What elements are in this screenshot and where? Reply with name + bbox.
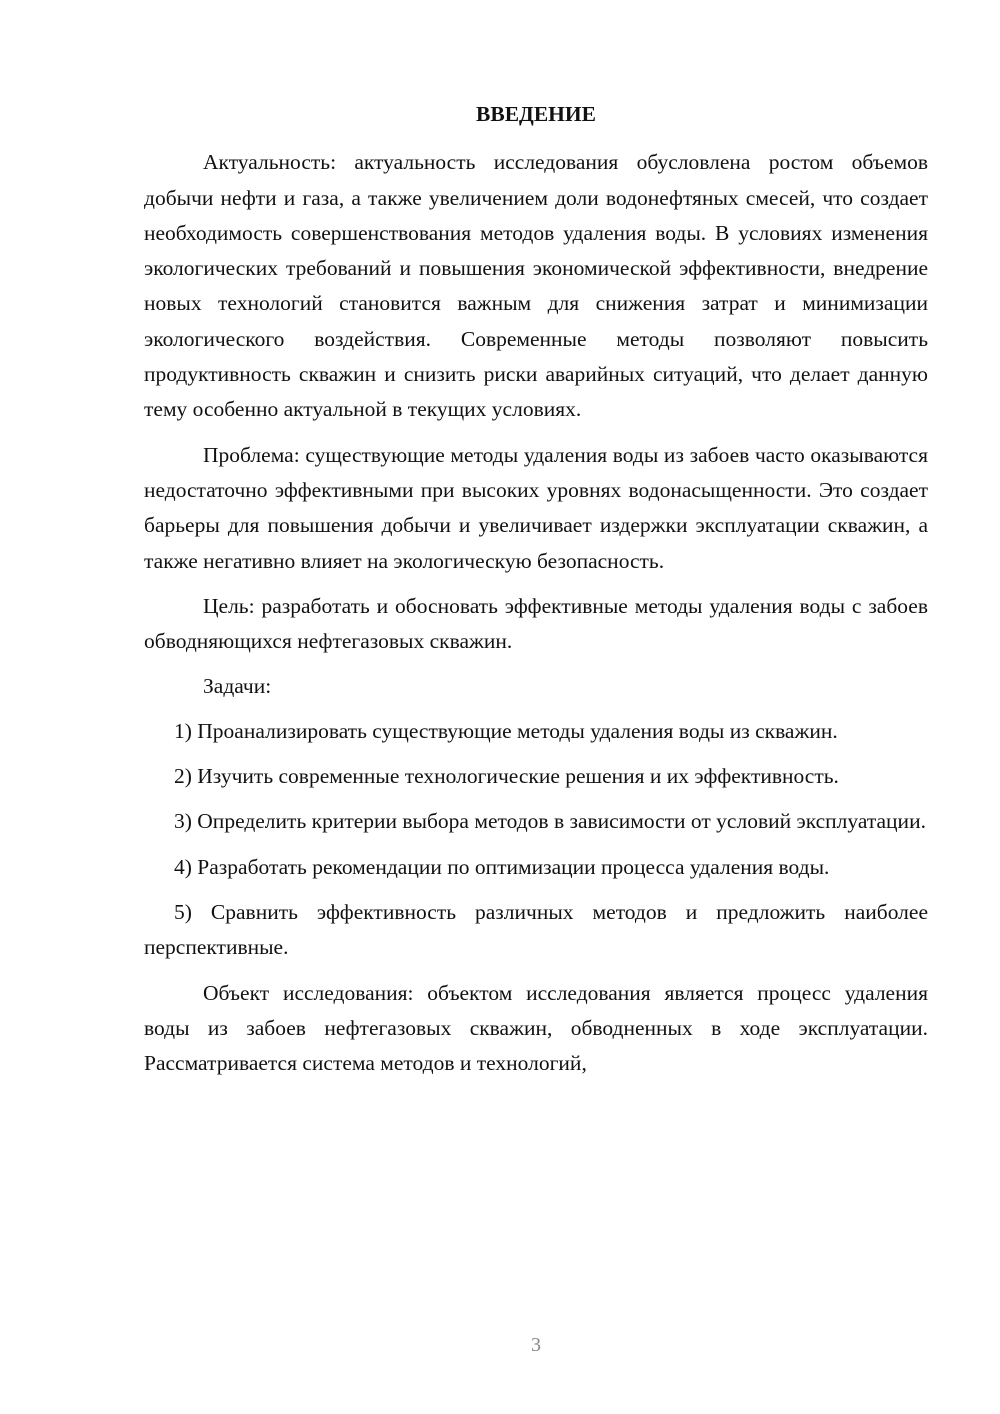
- task-item-2: 2) Изучить современные технологические решения и их эффективность.: [174, 764, 839, 789]
- task-item-1: 1) Проанализировать существующие методы удаления воды из скважин.: [174, 718, 838, 743]
- paragraph-goal: Цель: разработать и обосновать эффективные методы удаления воды с забоев обводняющихся нефтегазовых скважин.: [144, 593, 928, 654]
- page-number: 3: [531, 1334, 541, 1356]
- paragraph-object: Объект исследования: объектом исследования является процесс удаления воды из забоев нефтегазовых скважин, обводненных в ходе эксплуатации. Рассматривается система методов и технологий,: [144, 980, 928, 1076]
- paragraph-problem: Проблема: существующие методы удаления воды из забоев часто оказываются недостаточно эффективными при высоких уровнях водонасыщенности. Это создает барьеры для повышения добычи и увеличивает издержки эксплуатации скважин, а также негативно влияет на экологическую безопасность.: [144, 442, 928, 573]
- paragraph-relevance: Актуальность: актуальность исследования обусловлена ростом объемов добычи нефти и газа, а также увеличением доли водонефтяных смесей, что создает необходимость совершенствования методов удаления воды. В условиях изменения экологических требований и повышения экономической эффективности, внедрение новых технологий становится важным для снижения затрат и минимизации экологического воздействия. Современные методы позволяют повысить продуктивность скважин и снизить риски аварийных ситуаций, что делает данную тему особенно актуальной в текущих условиях.: [144, 150, 928, 422]
- task-item-3: 3) Определить критерии выбора методов в зависимости от условий эксплуатации.: [174, 809, 926, 834]
- page-content: [144, 97, 928, 1081]
- task-item-4: 4) Разработать рекомендации по оптимизации процесса удаления воды.: [174, 854, 830, 879]
- section-title: ВВЕДЕНИЕ: [476, 102, 596, 126]
- task-item-5: 5) Сравнить эффективность различных методов и предложить наиболее перспективные.: [144, 899, 928, 960]
- tasks-label: Задачи:: [203, 674, 272, 699]
